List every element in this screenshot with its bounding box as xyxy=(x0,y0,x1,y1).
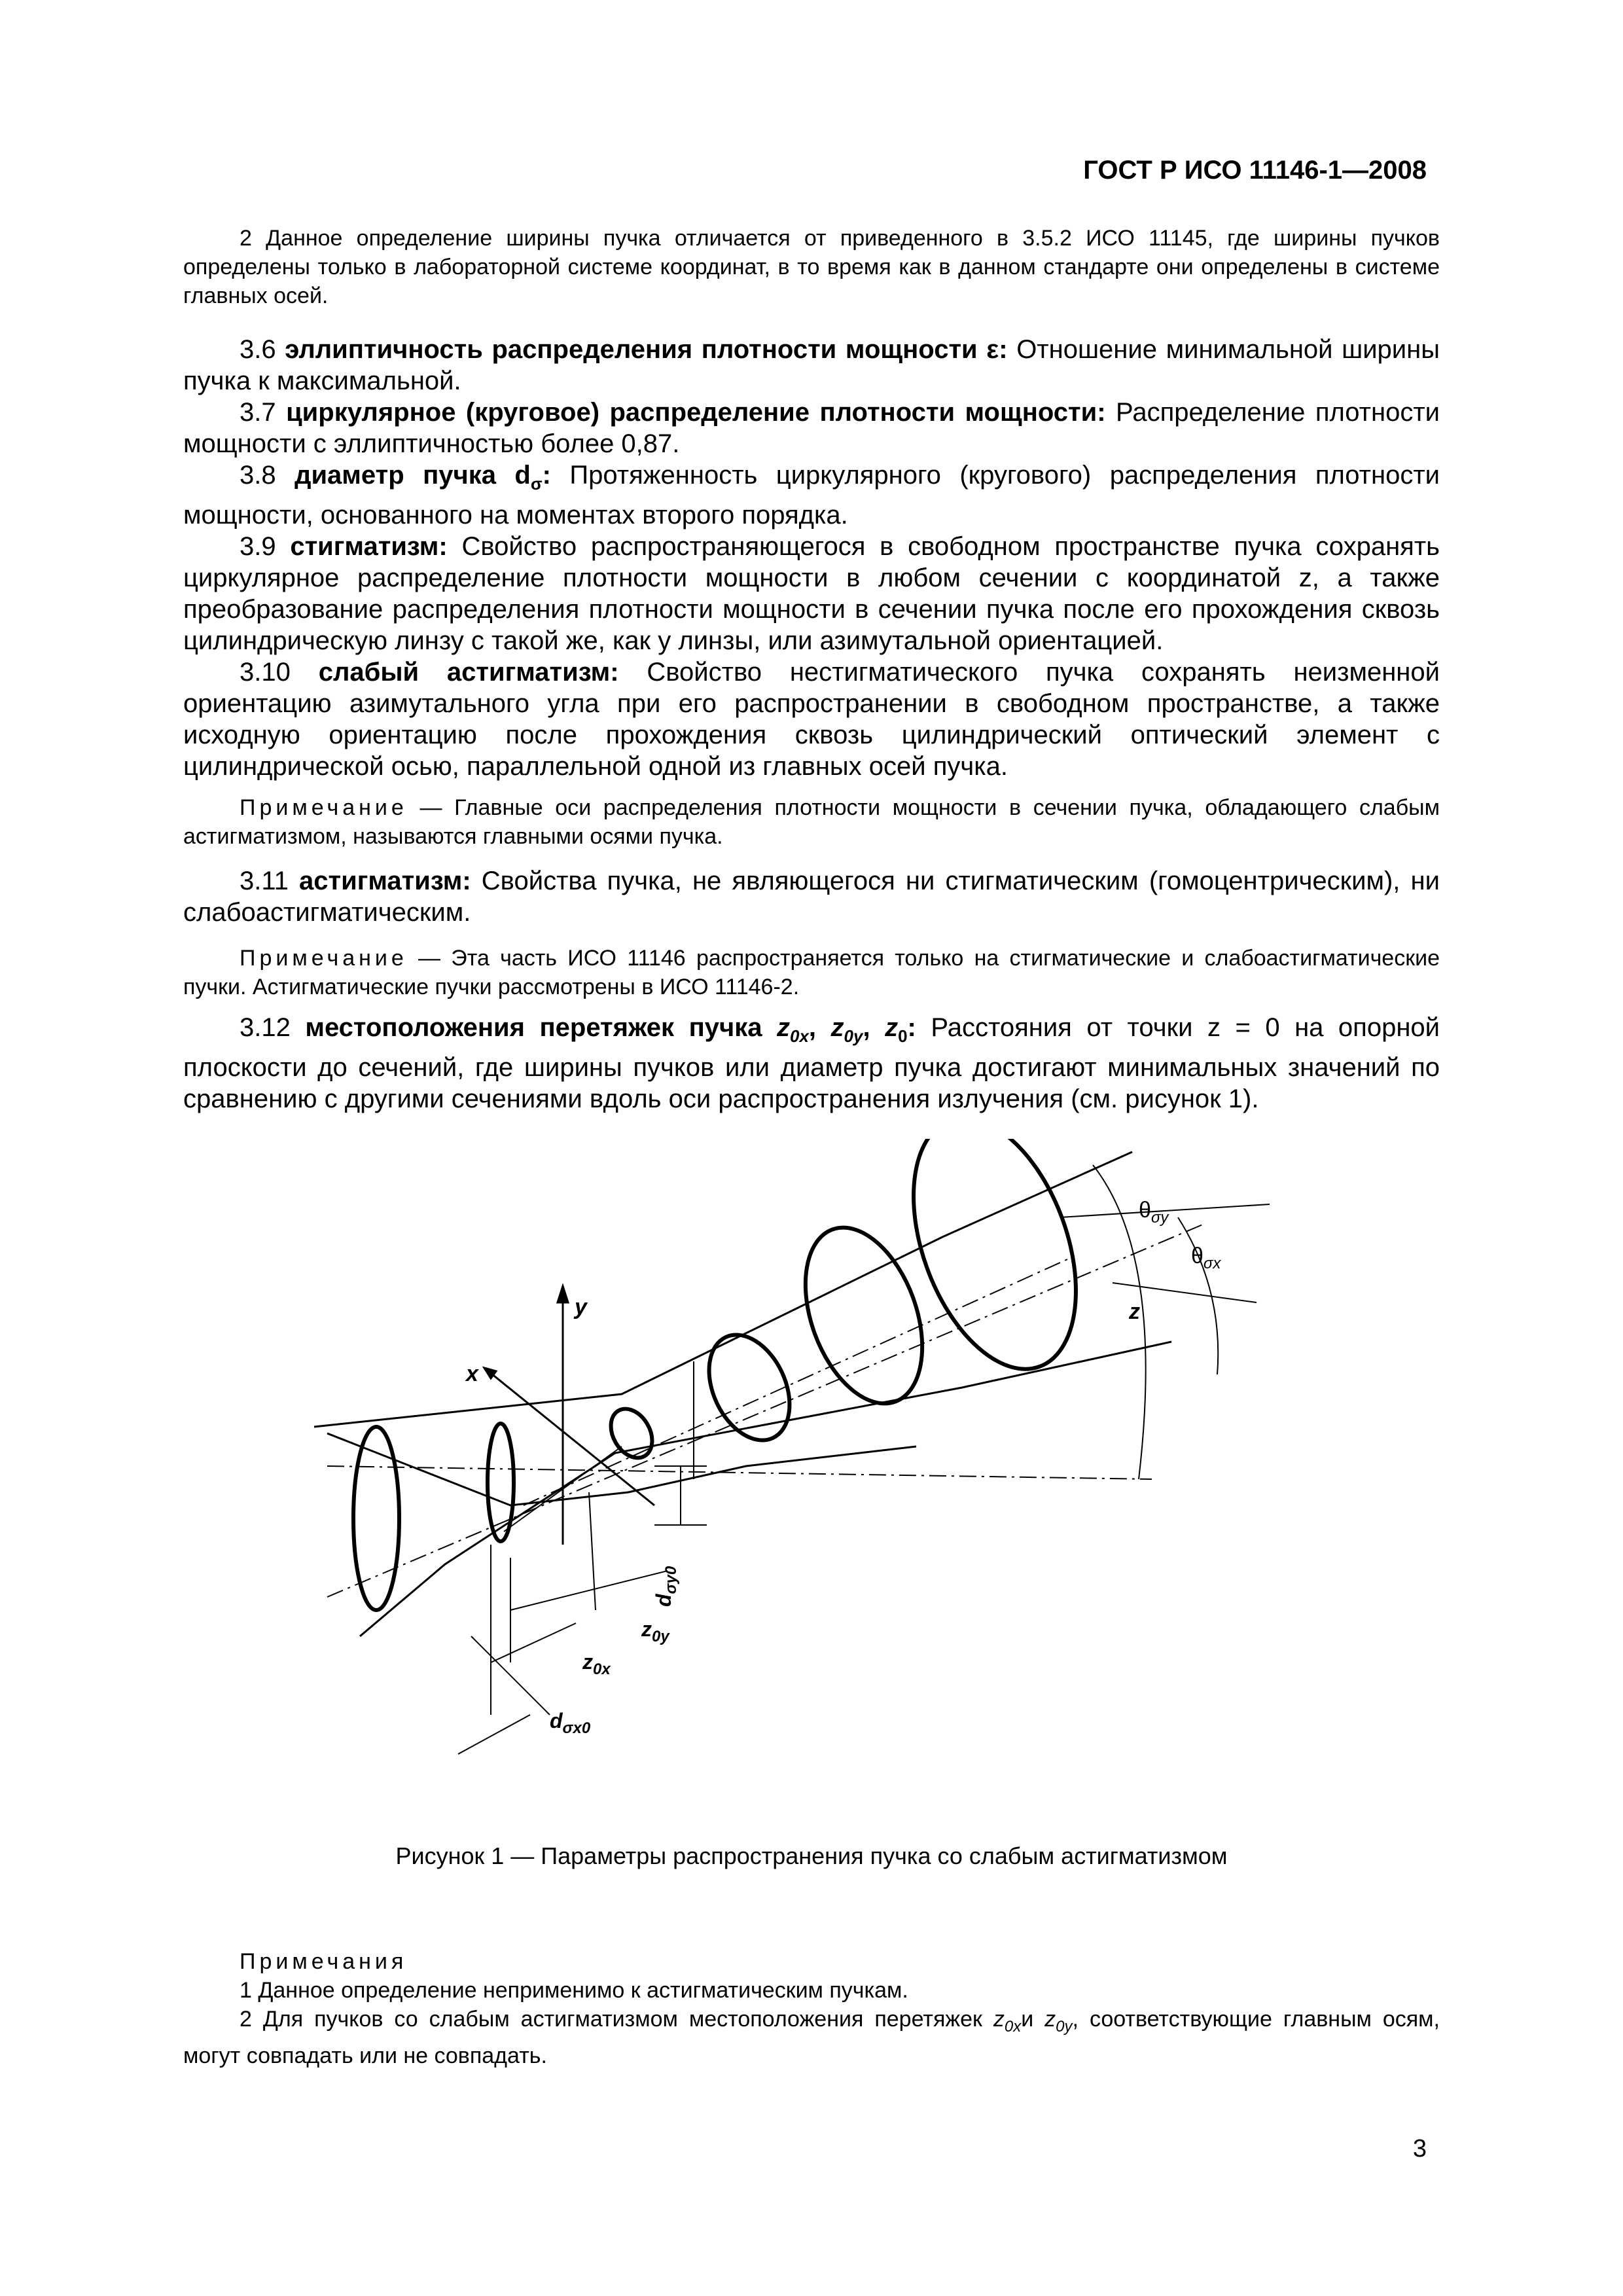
symbol-z: z xyxy=(993,2007,1005,2032)
d-sigma-y0-label: $d_{\sigma y0}$ xyxy=(652,1566,680,1607)
theta-sigma-x-label: $\theta_{\sigma x}$ xyxy=(1191,1244,1221,1272)
note-body: — Эта часть ИСО 11146 распространяется только на стигматические и слабоастигматические пучки. Астигматические пучки рассмотрены в ИСО 11146-2. xyxy=(183,946,1440,999)
symbol-z: z xyxy=(885,1013,899,1042)
definition-3-9 xyxy=(183,531,1440,656)
def-number: 3.12 xyxy=(240,1013,291,1042)
note-top xyxy=(183,224,1440,310)
def-text: Распределение плотности мощности с эллиптичностью более 0,87. xyxy=(183,398,1440,458)
def-term: циркулярное (круговое) распределение плотности мощности: xyxy=(286,398,1106,427)
def-text: Расстояния от точки z = 0 на опорной плоскости до сечений, где ширины пучков или диаметр пучка достигают минимальных значений по сравнению с другими сечениями вдоль оси распространения излучения (см. рисунок 1). xyxy=(183,1013,1440,1113)
document-header: ГОСТ Р ИСО 11146-1—2008 xyxy=(1083,156,1427,185)
note-item-1: 1 Данное определение неприменимо к астигматическим пучкам. xyxy=(240,1978,908,2003)
def-text: Свойство распространяющегося в свободном пространстве пучка сохранять циркулярное распределение плотности мощности в любом сечении с координатой z, а также преобразование распределения плотности мощности в сечении пучка после его прохождения сквозь цилиндрическую линзу с такой же, как у линзы, или азимутальной ориентацией. xyxy=(183,532,1440,655)
definition-3-12-text: 3.12 местоположения перетяжек пучка $z_{0x}$, $z_{0y}$, $z_0$: Расстояния от точки z = 0 на опорной плоскости до сечений, где ширины пучков или диаметр пучка достигают минимальных значений по сравнению с другими сечениями вдоль оси распространения излучения (см. рисунок 1). xyxy=(183,1013,1440,1113)
z0x-label: $z_{0x}$ xyxy=(582,1650,611,1678)
definition-3-11-text xyxy=(183,865,1440,928)
theta-sigma-y-label: $\theta_{\sigma y}$ xyxy=(1139,1198,1169,1227)
definitions-block xyxy=(183,334,1440,782)
note-3-10 xyxy=(183,793,1440,851)
symbol-sub: 0y xyxy=(1056,2017,1073,2036)
figure-caption: Рисунок 1 — Параметры распространения пучка со слабым астигматизмом xyxy=(395,1842,1228,1869)
def-term-colon: : xyxy=(542,461,551,490)
page-number: 3 xyxy=(1412,2135,1427,2162)
notes-heading: Примечания xyxy=(240,1949,408,1974)
def-term: диаметр пучка d xyxy=(294,461,531,490)
symbol-z: z xyxy=(1044,2007,1056,2032)
def-text: Протяженность циркулярного (кругового) распределения плотности мощности, основанного на моментах второго порядка. xyxy=(183,461,1440,529)
def-number: 3.7 xyxy=(240,398,276,427)
z-axis-label: z xyxy=(1129,1299,1140,1324)
y-axis-label: y xyxy=(575,1295,587,1319)
note-label: Примечание xyxy=(240,795,408,820)
definition-3-12 xyxy=(183,1012,1440,1115)
note-3-11 xyxy=(183,944,1440,1001)
def-number: 3.10 xyxy=(240,658,291,687)
def-term: стигматизм: xyxy=(290,532,448,561)
definition-3-6 xyxy=(183,334,1440,397)
def-term-sub: σ xyxy=(530,474,543,493)
beam-section-6 xyxy=(882,1139,1107,1391)
envelope-mid xyxy=(327,1433,916,1505)
definition-3-10 xyxy=(183,656,1440,782)
def-number: 3.8 xyxy=(240,461,276,490)
def-text: Отношение минимальной ширины пучка к максимальной. xyxy=(183,335,1440,395)
definition-3-7 xyxy=(183,397,1440,459)
beam-section-1 xyxy=(353,1427,399,1610)
note-item-2-and: и xyxy=(1021,2007,1045,2032)
beam-section-4 xyxy=(693,1322,806,1454)
def-text: Свойства пучка, не являющегося ни стигматическим (гомоцентрическим), ни слабоастигматическим. xyxy=(183,867,1440,927)
def-term: слабый астигматизм: xyxy=(318,658,619,687)
z0y-dim-line xyxy=(510,1571,668,1610)
note-body: — Главные оси распределения плотности мощности в сечении пучка, обладающего слабым астигматизмом, называются главными осями пучка. xyxy=(183,795,1440,849)
definition-3-8 xyxy=(183,459,1440,531)
notes-bottom xyxy=(183,1947,1440,2070)
symbol-z: z xyxy=(776,1013,790,1042)
def-term: астигматизм: xyxy=(299,867,471,895)
z0y-ext-right xyxy=(589,1492,596,1610)
beam-propagation-figure xyxy=(288,1139,1283,1806)
note-item-2-text-end: , соответствующие главным осям, могут совпадать или не совпадать. xyxy=(183,2007,1440,2068)
note-item-2 xyxy=(183,2005,1440,2070)
note-label: Примечание xyxy=(240,946,408,971)
def-number: 3.11 xyxy=(240,867,289,895)
symbol-z: z xyxy=(830,1013,844,1042)
note-top-text: 2 Данное определение ширины пучка отличается от приведенного в 3.5.2 ИСО 11145, где ширины пучков определены только в лабораторной системе координат, в то время как в данном стандарте они определены в системе главных осей. xyxy=(183,226,1440,308)
def-term: эллиптичность распределения плотности мощности ε: xyxy=(285,335,1008,364)
symbol-sub: 0x xyxy=(789,1026,809,1046)
def-number: 3.9 xyxy=(240,532,276,561)
envelope-bottom xyxy=(360,1342,1171,1636)
def-number: 3.6 xyxy=(240,335,276,364)
z0y-label: $z_{0y}$ xyxy=(641,1617,669,1645)
d-sigma-x0-label: $d_{\sigma x0}$ xyxy=(550,1709,591,1737)
y-axis-arrow xyxy=(558,1286,568,1302)
symbol-sub: 0y xyxy=(844,1026,863,1046)
note-item-2-text: 2 Для пучков со слабым астигматизмом местоположения перетяжек xyxy=(240,2007,993,2032)
d-sigma-x0-leader xyxy=(458,1715,530,1754)
symbol-sub: 0x xyxy=(1004,2017,1022,2036)
note-3-10-text xyxy=(183,793,1440,851)
x-axis-label: x xyxy=(466,1361,478,1386)
symbol-sub: 0 xyxy=(898,1026,908,1046)
note-3-11-text xyxy=(183,944,1440,1001)
definition-3-11 xyxy=(183,865,1440,928)
z0x-dim-line xyxy=(491,1623,576,1662)
envelope-top xyxy=(314,1152,1132,1427)
def-text: Свойство нестигматического пучка сохранять неизменной ориентацию азимутального угла при его распространении в свободном пространстве, а также исходную ориентацию после прохождения сквозь цилиндрический оптический элемент с цилиндрической осью, параллельной одной из главных осей пучка. xyxy=(183,658,1440,781)
def-term: местоположения перетяжек пучка xyxy=(305,1013,762,1042)
